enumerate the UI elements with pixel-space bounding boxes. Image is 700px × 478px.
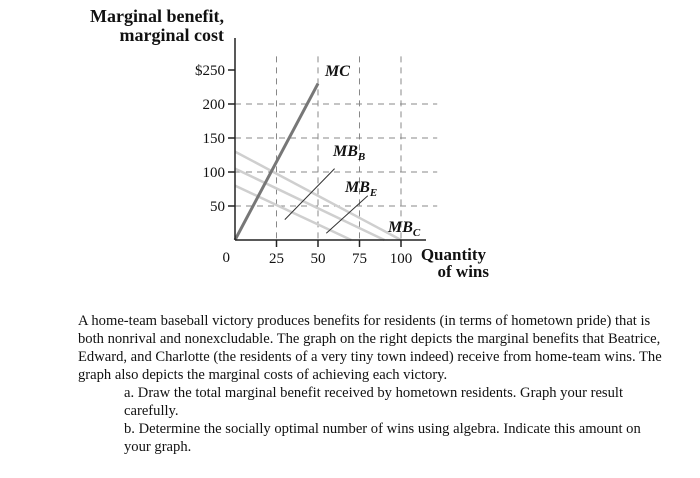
curve-mc <box>235 84 318 240</box>
problem-text <box>78 312 670 456</box>
origin-label: 0 <box>222 250 230 266</box>
y-tick-label-250: $250 <box>195 63 225 79</box>
x-tick-label-50: 50 <box>310 251 326 267</box>
y-axis-title <box>90 6 224 45</box>
label-mc: MC <box>325 63 350 80</box>
label-mb-b: $MB_B$ <box>333 143 366 163</box>
curve-labels <box>324 63 421 239</box>
y-tick-label-200: 200 <box>202 97 225 113</box>
curves <box>235 84 401 240</box>
y-axis-title-line-2: marginal cost <box>119 25 224 45</box>
x-axis-title-line-2: of wins <box>437 262 489 281</box>
x-tick-label-100: 100 <box>389 251 413 267</box>
problem-part-b: b. Determine the socially optimal number of wins using algebra. Indicate this amount on your graph. <box>124 421 641 455</box>
y-tick-label-150: 150 <box>202 131 225 147</box>
label-mb-c: $MB_C$ <box>388 219 421 239</box>
x-tick-label-75: 75 <box>352 251 367 267</box>
problem-intro: A home-team baseball victory produces benefits for residents (in terms of hometown pride) that is both nonrival and nonexcludable. The graph on the right depicts the marginal benefits that Beatrice, Edward, and Charlotte (the residents of a very tiny town indeed) receive from home-team wins. The graph also depicts the marginal costs of achieving each victory. <box>78 313 662 383</box>
problem-part-a: a. Draw the total marginal benefit received by hometown residents. Graph your result carefully. <box>124 385 624 419</box>
x-tick-label-25: 25 <box>269 251 284 267</box>
x-axis-title-line-1: Quantity <box>420 245 486 264</box>
curve-mb-c-parallel-2 <box>235 186 351 240</box>
y-tick-label-100: 100 <box>202 165 225 181</box>
y-axis-title-line-1: Marginal benefit, <box>90 6 224 26</box>
y-tick-label-50: 50 <box>210 199 225 215</box>
label-mb-e: $MB_E$ <box>345 179 378 199</box>
